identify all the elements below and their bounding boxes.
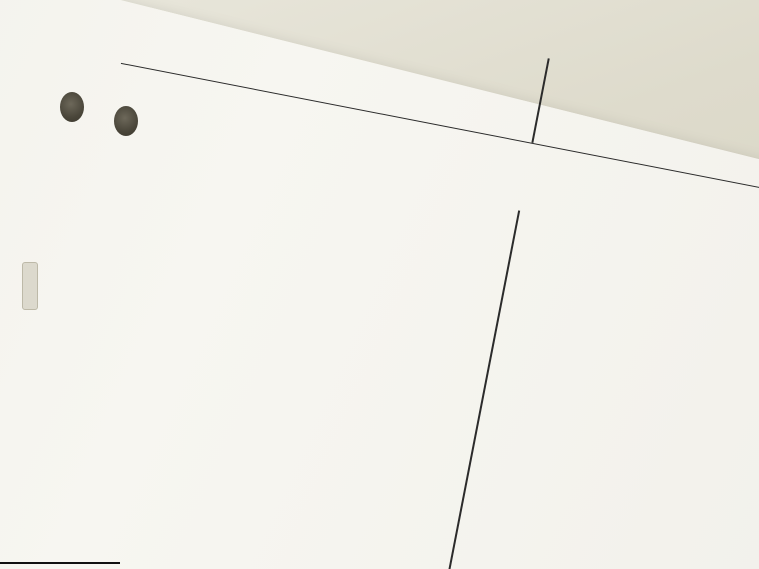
- footer-rule: [0, 562, 120, 564]
- punch-hole-icon: [60, 92, 84, 122]
- punch-hole-icon: [114, 106, 138, 136]
- binder-clip: [22, 262, 38, 310]
